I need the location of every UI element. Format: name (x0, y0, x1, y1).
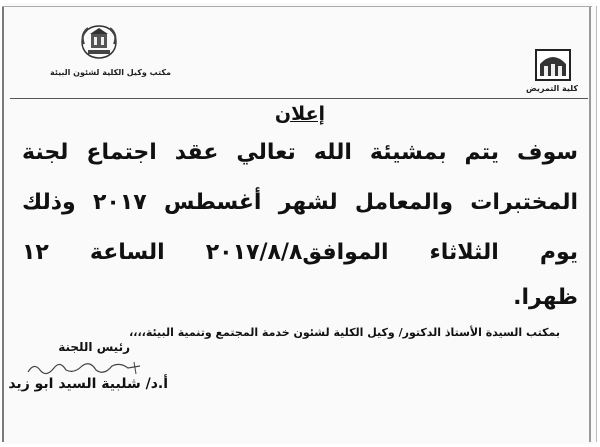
header-divider (10, 98, 588, 99)
left-logo-caption: مكتب وكيل الكلية لشئون البيئة (50, 68, 171, 77)
page-edge-right-outer (596, 6, 597, 442)
meeting-location: بمكتب السيدة الأستاذ الدكتور/ وكيل الكلية لشئون خدمة المجتمع وتنمية البيئة،،،، (129, 326, 560, 339)
nursing-faculty-emblem-icon (534, 48, 572, 82)
announcement-line: سوف يتم بمشيئة الله تعالي عقد اجتماع لجنة (22, 140, 578, 165)
announcement-line: ظهرا. (513, 285, 578, 310)
announcement-line: المختبرات والمعامل لشهر أغسطس ٢٠١٧ وذلك (22, 190, 578, 215)
page-edge-left (2, 6, 4, 442)
announcement-title: إعلان (274, 103, 326, 125)
page-edge-right (589, 6, 591, 442)
university-seal-icon (76, 22, 122, 62)
right-logo-caption: كلية التمريض (525, 84, 579, 93)
page-edge-top (2, 6, 592, 7)
committee-chair-title: رئيس اللجنة (58, 340, 130, 354)
handwritten-signature-icon (24, 358, 144, 378)
announcement-line: يوم الثلاثاء الموافق٢٠١٧/٨/٨ الساعة ١٢ (22, 240, 579, 265)
committee-chair-name: أ.د/ شلبية السيد ابو زيد (8, 376, 168, 392)
